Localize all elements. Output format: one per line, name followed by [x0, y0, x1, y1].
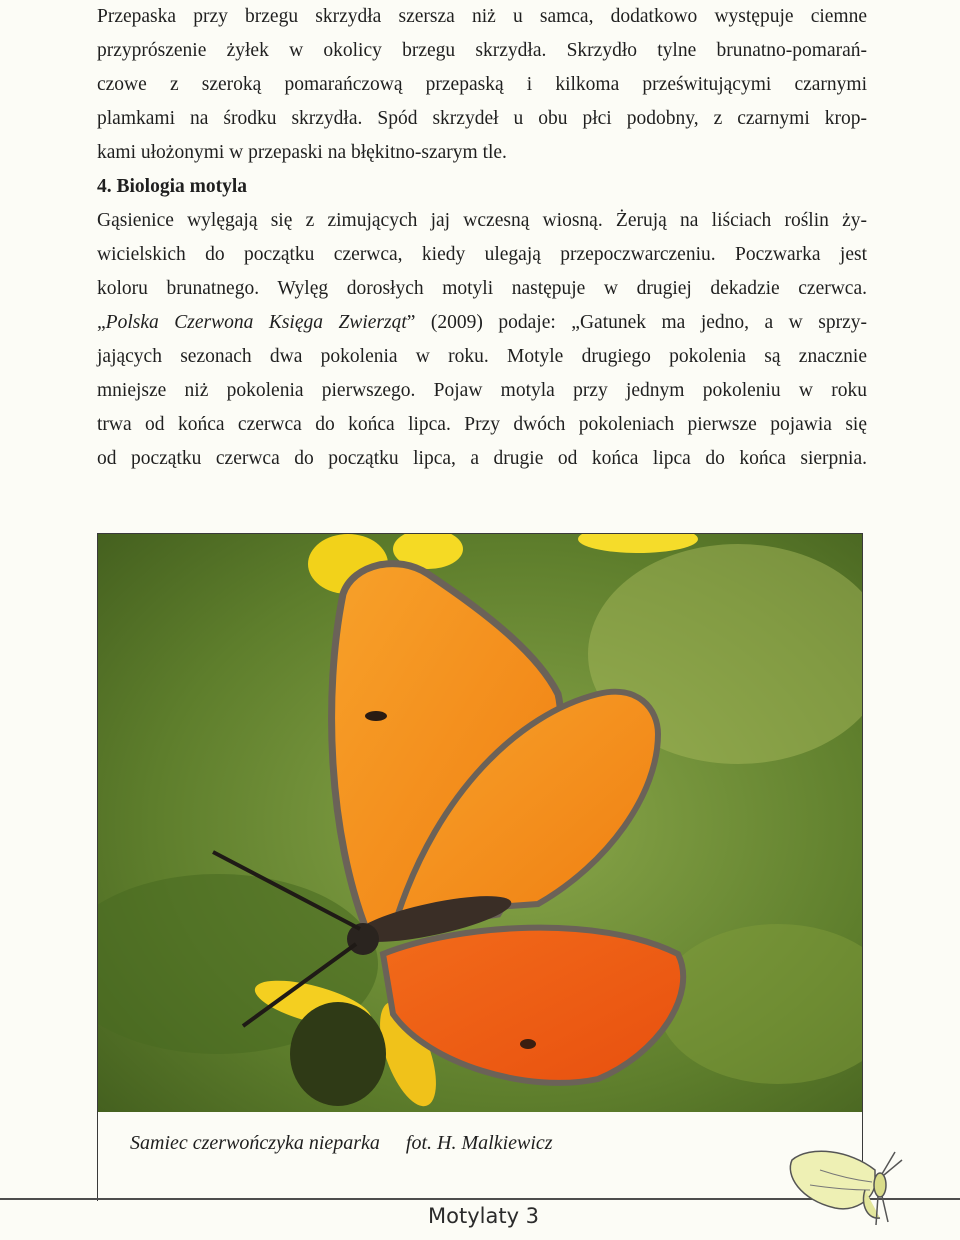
body-line-4: plamkami na środku skrzydła. Spód skrzydeł u obu płci podobny, z czarnymi krop- [97, 108, 867, 129]
section-line-3: koloru brunatnego. Wylęg dorosłych motyli następuje w drugiej dekadzie czerwca. [97, 278, 867, 299]
body-line-5: kami ułożonymi w przepaski na błękitno-szarym tle. [97, 142, 507, 163]
quote-line-3: mniejsze niż pokolenia pierwszego. Pojaw motyla przy jednym pokoleniu w roku [97, 380, 867, 401]
quote-line-5: od początku czerwca do początku lipca, a drugie od końca lipca do końca sierpnia. [97, 448, 867, 469]
quote-line-4: trwa od końca czerwca do końca lipca. Przy dwóch pokoleniach pierwsze pojawia się [97, 414, 867, 435]
section-line-2: wicielskich do początku czerwca, kiedy ulegają przepoczwarczeniu. Poczwarka jest [97, 244, 867, 265]
butterfly-decoration-icon [780, 1130, 910, 1230]
main-text [97, 0, 867, 476]
quote-book-title: Polska Czerwona Księga Zwierząt [105, 312, 407, 333]
section-heading: 4. Biologia motyla [97, 176, 248, 197]
photo-credit: fot. H. Malkiewicz [405, 1132, 553, 1154]
figure-frame [97, 533, 863, 1201]
quote-close-mark: ” [406, 312, 416, 333]
body-line-2: przyprószenie żyłek w okolicy brzegu skrzydła. Skrzydło tylne brunatno-pomarań- [97, 40, 867, 61]
butterfly-photo [98, 534, 862, 1112]
figure-caption [130, 1132, 553, 1155]
body-line-1: Przepaska przy brzegu skrzydła szersza niż u samca, dodatkowo występuje ciemne [97, 6, 867, 27]
quote-line-1 [97, 306, 867, 340]
footer-title: Motylaty 3 [428, 1204, 540, 1228]
body-line-3: czowe z szeroką pomarańczową przepaską i kilkoma prześwitującymi czarnymi [97, 74, 867, 95]
section-line-1: Gąsienice wylęgają się z zimujących jaj wczesną wiosną. Żerują na liściach roślin ży- [97, 210, 867, 231]
caption-text: Samiec czerwończyka nieparka [130, 1132, 380, 1154]
quote-line-2: jających sezonach dwa pokolenia w roku. Motyle drugiego pokolenia są znacznie [97, 346, 867, 367]
quote-line-1-rest: (2009) podaje: „Gatunek ma jedno, a w sprzy- [415, 312, 867, 333]
quote-open-mark: „ [97, 312, 106, 333]
